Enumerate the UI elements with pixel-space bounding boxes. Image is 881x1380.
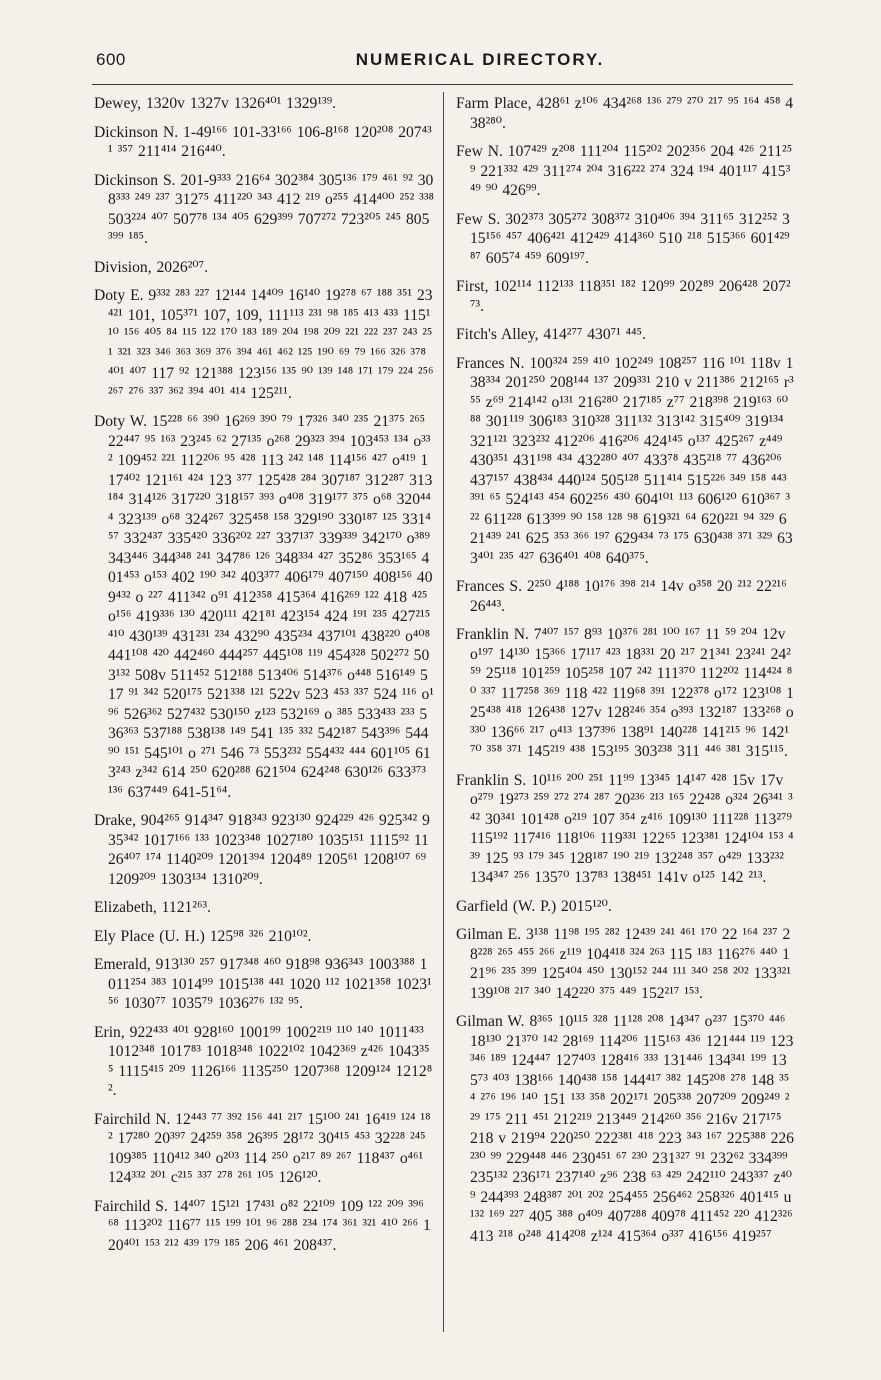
directory-entry-few-s [456, 210, 794, 269]
directory-entry-division [94, 258, 434, 278]
entry-text: Gilman E. 3¹³⁸ 11⁹⁸ ¹⁹⁵ ²⁸² 12⁴³⁹ ²⁴¹ ⁴⁶¹ ¹⁷⁰ 22 ¹⁶⁴ ²³⁷ 28²²⁸ ²⁶⁵ ⁴⁵⁵ ²⁶⁶ z¹¹⁹ 104⁴¹⁸ ³²⁴ ²⁶³ 115 ¹⁸³ 116²⁷⁶ ⁴⁴⁰ 121⁹⁶ ²³⁵ ³⁹⁹ 125⁴⁰⁴ ⁴⁵⁰ 130¹⁵² ²⁴⁴ ¹¹¹ ³⁴⁰ ²⁵⁸ ²⁰² 133³²¹ 139¹⁰⁸ ²¹⁷ ³⁴⁰ 142²²⁰ ³⁷⁵ ⁴⁴⁹ 152²¹⁷ ¹⁵³. [456, 926, 792, 1002]
directory-entry-dickinson-s [94, 171, 434, 249]
directory-entry-fairchild-n [94, 1110, 434, 1188]
header-rule [92, 84, 793, 85]
entry-text: Frances N. 100³²⁴ ²⁵⁹ ⁴¹⁰ 102²⁴⁹ 108²⁵⁷ 116 ¹⁰¹ 118v 138³³⁴ 201²⁵⁰ 208¹⁴⁴ ¹³⁷ 209³³¹ 210 v 211³⁸⁶ 212¹⁶⁵ r³⁵⁵ z⁶⁹ 214¹⁴² o¹³¹ 216²⁸⁰ 217¹⁸⁵ z⁷⁷ 218³⁹⁸ 219¹⁶³ ⁶⁰ ⁸⁸ 301¹¹⁹ 306¹⁸³ 310³²⁸ 311¹³² 313¹⁴² 315⁴⁰⁹ 319¹³⁴ 321¹²¹ 323²³² 412²⁰⁶ 416²⁰⁶ 424¹⁴⁵ o¹³⁷ 425²⁶⁷ z⁴⁴⁹ 430³⁵¹ 431¹⁹⁸ ⁴³⁴ 432²⁸⁰ ⁴⁰⁷ 433⁷⁸ 435²¹⁸ ⁷⁷ 436²⁰⁶ 437¹⁵⁷ 438⁴³⁴ 440¹²⁴ 505¹²⁸ 511⁴¹⁴ 515²²⁶ ³⁴⁹ ¹⁵⁸ ⁴⁴³ ³⁹¹ ⁶⁵ 524¹⁴³ ⁴⁵⁴ 602²⁵⁶ ⁴³⁰ 604¹⁰¹ ¹¹³ 606¹²⁰ 610³⁶⁷ ³²² 611²²⁸ 613³⁹⁹ ⁹⁰ ¹⁵⁸ ¹²⁸ ⁹⁸ 619³²¹ ⁶⁴ 620²²¹ ⁹⁴ ³²⁹ 621⁴³⁹ ²⁴¹ 625 ³⁵³ ³⁶⁶ ¹⁹⁷ 629⁴³⁴ ⁷³ ¹⁷⁵ 630⁴³⁸ ³⁷¹ ³²⁹ 633⁴⁰¹ ²³⁵ ⁴²⁷ 636⁴⁰¹ ⁴⁰⁸ 640³⁷⁵. [456, 354, 794, 567]
entry-text: Farm Place, 428⁶¹ z¹⁰⁶ 434²⁶⁸ ¹³⁶ ²⁷⁹ ²⁷⁰ ²¹⁷ ⁹⁵ ¹⁶⁴ ⁴⁵⁸ 438²⁸⁰. [456, 95, 794, 132]
directory-entry-frances-n [456, 354, 794, 569]
directory-entry-first [456, 277, 794, 316]
entry-text: Ely Place (U. H.) 125⁹⁸ ³²⁶ 210¹⁰². [94, 927, 312, 945]
directory-entry-gilman-w [456, 1012, 794, 1246]
entry-text: Few N. 107⁴²⁹ z²⁰⁸ 111²⁰⁴ 115²⁰² 202³⁵⁶ 204 ⁴²⁶ 211²⁵⁹ 221³³² ⁴²⁹ 311²⁷⁴ ²⁰⁴ 316²²² ²⁷⁴ 324 ¹⁹⁴ 401¹¹⁷ 415³⁴⁹ ⁹⁰ 426⁹⁹. [456, 143, 793, 199]
page-number: 600 [96, 50, 126, 69]
left-column [94, 94, 434, 1344]
entry-text: Elizabeth, 1121²⁶³. [94, 899, 211, 916]
entry-text: Dickinson S. 201-9³³³ 216⁶⁴ 302³⁸⁴ 305¹³⁶ ¹⁷⁹ ⁴⁶¹ ⁹² 308³³³ ²⁴⁹ ²³⁷ 312⁷⁵ 411²²⁰ ³⁴³ 412 ²¹⁹ o²⁵⁵ 414⁴⁰⁰ ²⁵² ³³⁸ 503²²⁴ ⁴⁰⁷ 507⁷⁸ ¹³⁴ ⁴⁰⁵ 629³⁹⁹ 707²⁷² 723²⁰⁵ ²⁴⁵ 805³⁹⁹ ¹⁸⁵. [94, 171, 434, 247]
directory-entry-dewey [94, 94, 434, 114]
directory-entry-frances-s [456, 577, 794, 616]
directory-entry-ely-place [94, 927, 434, 947]
entry-text: Garfield (W. P.) 2015¹²⁰. [456, 897, 612, 915]
entry-text: Emerald, 913¹³⁰ ²⁵⁷ 917³⁴⁸ ⁴⁶⁰ 918⁹⁸ 936³⁴³ 1003³⁸⁸ 1011²⁵⁴ ³⁸³ 1014⁹⁹ 1015¹³⁸ ⁴⁴¹ 1020 ¹¹² 1021³⁵⁸ 1023¹⁵⁶ 1030⁷⁷ 1035⁷⁹ 1036²⁷⁶ ¹³² ⁹⁵. [94, 956, 432, 1012]
directory-entry-franklin-n [456, 625, 794, 762]
directory-entry-elizabeth [94, 898, 434, 918]
entry-text: Fairchild N. 12⁴⁴³ ⁷⁷ ³⁹² ¹⁵⁶ ⁴⁴¹ ²¹⁷ 15¹⁰⁰ ²⁴¹ 16⁴¹⁹ ¹²⁴ ¹⁸² 17²⁸⁰ 20³⁹⁷ 24²⁵⁹ ³⁵⁸ 26³⁹⁵ 28¹⁷² 30⁴¹⁵ ⁴⁵³ 32²²⁸ ²⁴⁵ 109³⁸⁵ 110⁴¹² ³⁴⁰ o²⁰³ 114 ²⁵⁰ o²¹⁷ ⁸⁹ ²⁶⁷ 118⁴³⁷ o⁴⁶¹ 124³³² ²⁰¹ c²¹⁵ ³³⁷ ²⁷⁸ ²⁶¹ ¹⁰⁵ 126¹²⁰. [94, 1110, 431, 1186]
directory-entry-fitchs-alley [456, 325, 794, 345]
entry-text: Doty E. 9³³² ²⁸³ ²²⁷ 12¹⁴⁴ 14⁴⁰⁹ 16¹⁴⁰ 19²⁷⁸ ⁶⁷ ¹⁸⁸ ³⁵¹ 23⁴²¹ 101, 105³⁷¹ 107, 109, 111¹¹³ ²³¹ ⁹⁸ ¹⁸⁵ ⁴¹³ ⁴³³ 115¹¹⁰ ¹⁵⁶ ⁴⁰⁵ ⁸⁴ ¹¹⁵ ¹²² ¹⁷⁰ ¹⁸³ ¹⁸⁹ ²⁰⁴ ¹⁹⁸ ²⁰⁹ ²²¹ ²²² ²³⁷ ²⁴³ ²⁵¹ ³²¹ ³²³ ³⁴⁶ ³⁶³ ³⁶⁹ ³⁷⁶ ³⁹⁴ ⁴⁶¹ ⁴⁶² ¹²⁵ ¹⁹⁰ ⁶⁹ ⁷⁹ ¹⁶⁶ ³²⁶ ³⁷⁸ ⁴⁰¹ ⁴⁰⁷ 117 ⁹² 121³⁸⁸ 123¹⁵⁶ ¹³⁵ ⁹⁰ ¹³⁹ ¹⁴⁸ ¹⁷¹ ¹⁷⁹ ²²⁴ ²⁵⁶ ²⁶⁷ ²⁷⁶ ³³⁷ ³⁶² ³⁹⁴ ⁴⁰¹ ⁴¹⁴ 125²¹¹. [94, 287, 434, 402]
entry-text: Gilman W. 8³⁶⁵ 10¹¹⁵ ³²⁸ 11¹²⁸ ²⁰⁸ 14³⁴⁷ o²³⁷ 15³⁷⁰ ⁴⁴⁶ 18¹³⁰ 21³⁷⁰ ¹⁴² 28¹⁶⁹ 114²⁰⁶ 115¹⁶³ ⁴³⁶ 121⁴⁴⁴ ¹¹⁹ 123³⁴⁶ ¹⁸⁹ 124⁴⁴⁷ 127⁴⁰³ 128⁴¹⁶ ³³³ 131⁴⁴⁶ 134³⁴¹ ¹⁹⁹ 135⁷³ ⁴⁰³ 138¹⁶⁶ 140⁴³⁸ ¹⁵⁸ 144⁴¹⁷ ³⁸² 145²⁰⁸ ²⁷⁸ 148 ³⁵⁴ ²⁷⁶ ¹⁹⁶ ¹⁴⁰ 151 ¹³³ ³⁵⁸ 202¹⁷¹ 205³³⁸ 207²⁰⁹ 209²⁴⁹ ²²⁹ ¹⁷⁵ 211 ⁴⁵¹ 212²¹⁹ 213⁴⁴⁹ 214²⁶⁰ ³⁵⁶ 216v 217¹⁷⁵ 218 v 219⁹⁴ 220²⁵⁰ 222³⁸¹ ⁴¹⁸ 223 ³⁴³ ¹⁶⁷ 225³⁸⁸ 226²³⁰ ⁹⁹ 229⁴⁴⁸ ⁴⁴⁶ 230⁴⁵¹ ⁶⁷ ²³⁰ 231³²⁷ ⁹¹ 232⁶² 334³⁹⁹ 235¹³² 236¹⁷¹ 237¹⁴⁰ z⁹⁶ 238 ⁶³ ⁴²⁹ 242¹¹⁰ 243³³⁷ z⁴⁰⁹ 244³⁹³ 248³⁸⁷ ²⁰¹ ²⁰² 254⁴⁵⁵ 256⁴⁶² 258³²⁶ 401⁴¹⁵ u¹³² ¹⁶⁹ ²²⁷ 405 ³⁸⁸ o⁴⁰⁹ 407²⁸⁸ 409⁷⁸ 411⁴⁵² ²²⁰ 412³²⁶ 413 ²¹⁸ o²⁴⁸ 414²⁰⁸ z¹²⁴ 415³⁶⁴ o³³⁷ 416¹⁵⁶ 419²⁵⁷ [456, 1013, 794, 1245]
directory-entry-garfield [456, 897, 794, 917]
entry-text: Drake, 904²⁶⁵ 914³⁴⁷ 918³⁴³ 923¹³⁰ 924²²⁹ ⁴²⁶ 925³⁴² 935³⁴² 1017¹⁶⁶ ¹³³ 1023³⁴⁸ 1027¹⁸⁰ 1035¹⁵¹ 1115⁹² 1126⁴⁰⁷ ¹⁷⁴ 1140²⁰⁹ 1201³⁹⁴ 1204⁸⁹ 1205⁶¹ 1208¹⁰⁷ ⁶⁹ 1209²⁰⁹ 1303¹³⁴ 1310²⁰⁹. [94, 812, 430, 888]
directory-entry-dickinson-n [94, 123, 434, 162]
entry-text: Division, 2026²⁰⁷. [94, 258, 208, 276]
entry-text: Few S. 302³⁷³ 305²⁷² 308³⁷² 310⁴⁰⁶ ³⁹⁴ 311⁶⁵ 312²⁵² 315¹⁵⁶ ⁴⁵⁷ 406⁴²¹ 412⁴²⁹ 414³⁶⁰ 510 ²¹⁸ 515³⁶⁶ 601⁴²⁹ ⁸⁷ 605⁷⁴ ⁴⁵⁹ 609¹⁹⁷. [456, 210, 790, 267]
entry-text: Erin, 922⁴³³ ⁴⁰¹ 928¹⁶⁰ 1001⁹⁹ 1002²¹⁹ ¹¹⁰ ¹⁴⁰ 1011⁴³³ 1012³⁴⁸ 1017⁸³ 1018³⁴⁸ 1022¹⁰² 1042³⁶⁹ z⁴²⁶ 1043³⁵⁵ 1115⁴¹⁵ ²⁰⁹ 1126¹⁶⁶ 1135²⁵⁰ 1207³⁶⁸ 1209¹²⁴ 1212⁸². [94, 1023, 433, 1099]
entry-text: Franklin N. 7⁴⁰⁷ ¹⁵⁷ 8⁹³ 10³⁷⁶ ²⁸¹ ¹⁰⁰ ¹⁶⁷ 11 ⁵⁹ ²⁰⁴ 12v o¹⁹⁷ 14¹³⁰ 15³⁶⁶ 17¹¹⁷ ⁴²³ 18³³¹ 20 ²¹⁷ 21³⁴¹ 23²⁴¹ 24²⁵⁹ 25¹¹⁸ 101²⁵⁹ 105²⁵⁸ 107 ²⁴² 111³⁷⁰ 112²⁰² 114⁴²⁴ ⁸⁰ ³³⁷ 117²⁵⁸ ³⁶⁹ 118 ⁴²² 119⁶⁸ ³⁹¹ 122³⁷⁸ o¹⁷² 123¹⁰⁸ 125⁴³⁸ ⁴¹⁸ 126⁴³⁸ 127v 128²⁴⁶ ³⁵⁴ o³⁹³ 132¹⁸⁷ 133²⁶⁸ o ³³⁰ 136⁶⁶ ²¹⁷ o⁴¹³ 137³⁹⁶ 138⁹¹ 140²²⁸ 141²¹⁵ ⁹⁶ 142¹⁷⁰ ³⁵⁸ ³⁷¹ 145²¹⁹ ⁴³⁸ 153¹⁹⁵ 303²³⁸ 311 ⁴⁴⁶ ³⁸¹ 315¹¹⁵. [456, 626, 794, 760]
column-divider [443, 92, 444, 1332]
entry-text: Dickinson N. 1-49¹⁶⁶ 101-33¹⁶⁶ 106-8¹⁶⁸ 120²⁰⁸ 207⁴³¹ ³⁵⁷ 211⁴¹⁴ 216⁴⁴⁰. [94, 123, 432, 160]
directory-entry-franklin-s [456, 771, 794, 888]
directory-entry-farm-place [456, 94, 794, 133]
directory-entry-drake [94, 811, 434, 889]
directory-entry-doty-e [94, 286, 434, 403]
directory-entry-fairchild-s [94, 1197, 434, 1256]
entry-text: Doty W. 15²²⁸ ⁶⁶ ³⁹⁰ 16²⁶⁹ ³⁹⁰ ⁷⁹ 17³²⁶ ³⁴⁰ ²³⁵ 21³⁷⁵ ²⁶⁵ 22⁴⁴⁷ ⁹⁵ ¹⁶³ 23²⁴⁵ ⁶² 27¹³⁵ o²⁶⁸ 29³²³ ³⁹⁴ 103⁴⁵³ ¹³⁴ o³³² 109⁴⁵² ²²¹ 112²⁰⁶ ⁹⁵ ⁴²⁸ 113 ²⁴² ¹⁴⁸ 114¹⁵⁶ ⁴²⁷ o⁴¹⁹ 117⁴⁰² 121¹⁶¹ ⁴²⁴ 123 ³⁷⁷ 125⁴²⁸ ²⁸⁴ 307¹⁸⁷ 312²⁸⁷ 313¹⁸⁴ 314¹²⁶ 317²²⁰ 318¹⁵⁷ ³⁹³ o⁴⁰⁸ 319¹⁷⁷ ³⁷⁵ o⁶⁸ 320⁴⁴⁴ 323¹³⁹ o⁶⁸ 324²⁶⁷ 325⁴⁵⁸ ¹⁵⁸ 329¹⁹⁰ 330¹⁸⁷ ¹²⁵ 331⁴⁵⁷ 332⁴³⁷ 335⁴²⁰ 336²⁰² ²²⁷ 337¹³⁷ 339³³⁹ 342¹⁷⁰ o³⁸⁹ 343⁴⁴⁶ 344³⁴⁸ ²⁴¹ 347⁸⁶ ¹²⁶ 348³³⁴ ⁴²⁷ 352⁸⁶ 353¹⁶⁵ 401⁴⁵³ o¹⁵³ 402 ¹⁹⁰ ³⁴² 403³⁷⁷ 406¹⁷⁹ 407¹⁵⁰ 408¹⁵⁶ 409⁴³² o ²²⁷ 411³⁴² o⁹¹ 412³⁵⁸ 415³⁶⁴ 416²⁶⁹ ¹²² 418 ⁴²⁵ o¹⁵⁶ 419³³⁶ ¹³⁰ 420¹¹¹ 421⁸¹ 423¹⁵⁴ 424 ¹⁹¹ ²³⁵ 427²¹⁵ ⁴¹⁰ 430¹³⁹ 431²³¹ ²³⁴ 432⁹⁰ 435²³⁴ 437¹⁰¹ 438²²⁰ o⁴⁰⁸ 441¹⁰⁸ ⁴²⁰ 442⁴⁶⁰ 444²⁵⁷ 445¹⁰⁸ ¹¹⁹ 454³²⁸ 502²⁷² 503¹³² 508v 511⁴⁵² 512¹⁸⁸ 513⁴⁰⁶ 514³⁷⁶ o⁴⁴⁸ 516¹⁴⁹ 517 ⁹¹ ³⁴² 520¹⁷⁵ 521³³⁸ ¹²¹ 522v 523 ⁴⁵³ ³³⁷ 524 ¹¹⁶ o¹⁹⁶ 526³⁶² 527⁴³² 530¹⁵⁰ z¹²³ 532¹⁶⁹ o ³⁸⁵ 533⁴³³ ²³³ 536³⁶³ 537¹⁸⁸ 538¹³⁸ ¹⁴⁹ 541 ¹³⁵ ³³² 542¹⁸⁷ 543³⁹⁶ 544⁹⁰ ¹⁵¹ 545¹⁰¹ o ²⁷¹ 546 ⁷³ 553²³² 554⁴³² ⁴⁴⁴ 601¹⁰⁵ 613²⁴³ z³⁴² 614 ²⁵⁰ 620²⁸⁸ 621⁵⁰⁴ 624²⁴⁸ 630¹²⁶ 633³⁷³ ¹³⁶ 637⁴⁴⁹ 641-51⁶⁴. [94, 413, 434, 801]
directory-entry-erin [94, 1023, 434, 1101]
directory-entry-doty-w [94, 412, 434, 802]
directory-entry-few-n [456, 142, 794, 201]
entry-text: Dewey, 1320v 1327v 1326⁴⁰¹ 1329¹³⁹. [94, 95, 337, 112]
entry-text: Fitch's Alley, 414²⁷⁷ 430⁷¹ ⁴⁴⁵. [456, 326, 646, 343]
entry-text: Fairchild S. 14⁴⁰⁷ 15¹²¹ 17⁴³¹ o⁸² 22¹⁰⁹ 109 ¹²² ²⁰⁹ ³⁹⁶ ⁶⁸ 113²⁰² 116⁷⁷ ¹¹⁵ ¹⁹⁹ ¹⁰¹ ⁹⁶ ²⁸⁸ ²³⁴ ¹⁷⁴ ³⁶¹ ³²¹ ⁴¹⁰ ²⁶⁶ 120⁴⁰¹ ¹⁵³ ²¹² ⁴³⁹ ¹⁷⁹ ¹⁸⁵ 206 ⁴⁶¹ 208⁴³⁷. [94, 1197, 431, 1254]
directory-entry-emerald [94, 955, 434, 1014]
entry-text: Frances S. 2²⁵⁰ 4¹⁸⁸ 10¹⁷⁶ ³⁹⁸ ²¹⁴ 14v o³⁵⁸ 20 ²¹² 22²¹⁶ 26⁴⁴³. [456, 578, 787, 615]
entry-text: Franklin S. 10¹¹⁶ ²⁰⁰ ²⁵¹ 11⁹⁹ 13³⁴⁵ 14¹⁴⁷ ⁴²⁸ 15v 17v o²⁷⁹ 19²⁷³ ²⁵⁹ ²⁷² ²⁷⁴ ²⁸⁷ 20²³⁶ ²¹³ ¹⁶⁵ 22⁴²⁸ o³²⁴ 26³⁴¹ ³⁴² 30³⁴¹ 101⁴²⁸ o²¹⁹ 107 ³⁵⁴ z⁴¹⁶ 109¹³⁰ 111²²⁸ 113²⁷⁹ 115¹⁹² 117⁴¹⁶ 118¹⁰⁶ 119³³¹ 122⁶⁵ 123³⁸¹ 124¹⁰⁴ ¹⁵³ ⁴³⁹ 125 ⁹³ ¹⁷⁹ ³⁴⁵ 128¹⁸⁷ ¹⁹⁰ ²¹⁹ 132²⁴⁸ ³⁵⁷ o⁴²⁹ 133²³² 134³⁴⁷ ²⁵⁶ 135⁷⁰ 137⁸³ 138⁴⁵¹ 141v o¹²⁵ 142 ²¹³. [456, 771, 794, 886]
page-header [0, 44, 881, 78]
directory-entry-gilman-e [456, 925, 794, 1003]
page-title: NUMERICAL DIRECTORY. [355, 50, 605, 69]
entry-text: First, 102¹¹⁴ 112¹³³ 118³⁵¹ ¹⁸² 120⁹⁹ 202⁸⁹ 206⁴²⁸ 207²⁷³. [456, 278, 791, 315]
right-column [456, 94, 794, 1344]
